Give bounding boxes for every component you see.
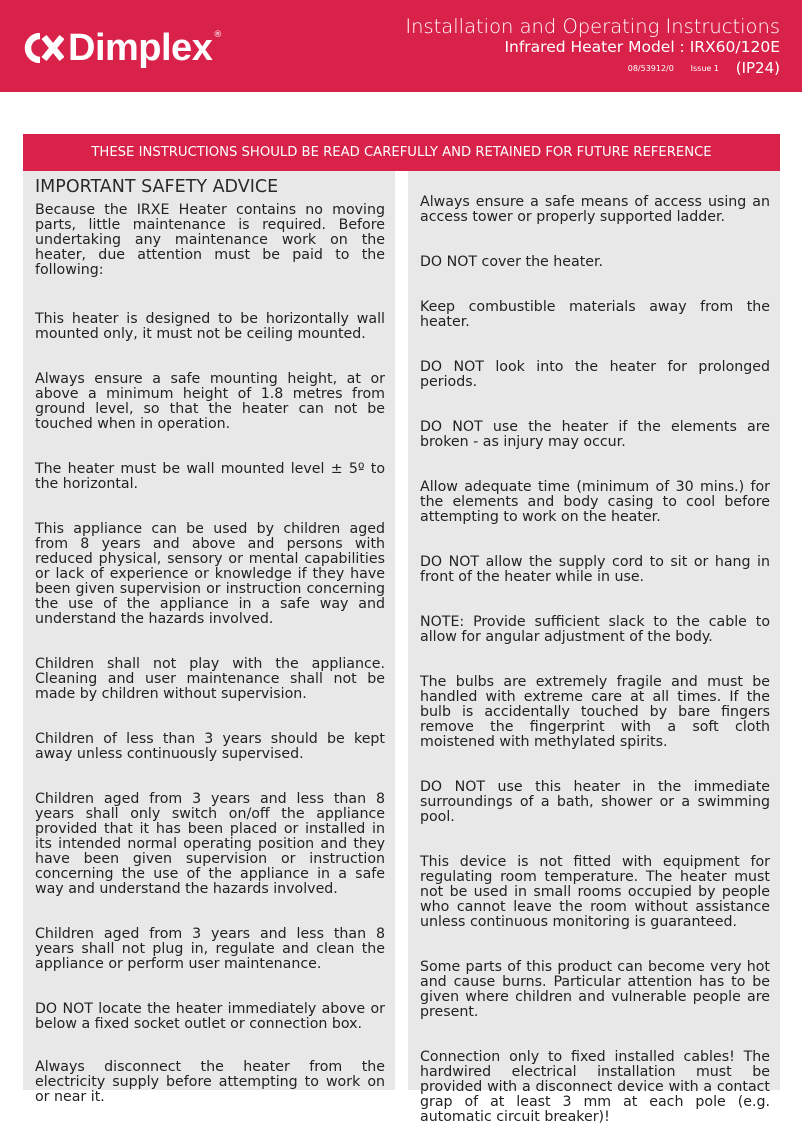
- document-meta: [405, 58, 780, 79]
- safety-paragraph: DO NOT use the heater if the elements are broken - as injury may occur.: [420, 419, 770, 450]
- dimplex-mark-icon: [22, 33, 64, 63]
- safety-paragraph: Allow adequate time (minimum of 30 mins.) for the elements and body casing to cool before attempting to work on the heater.: [420, 479, 770, 525]
- dimplex-logo: [22, 26, 222, 70]
- safety-paragraph: The heater must be wall mounted level ± 5º to the horizontal.: [35, 461, 385, 492]
- safety-paragraph: DO NOT locate the heater immediately above or below a fixed socket outlet or connection box.: [35, 1001, 385, 1032]
- safety-paragraph: The bulbs are extremely fragile and must be handled with extreme care at all times. If the bulb is accidentally touched by bare fingers remove the fingerprint with a soft cloth moistened with methylated spirits.: [420, 674, 770, 750]
- header-info: [405, 16, 780, 79]
- model-name: Infrared Heater Model : IRX60/120E: [504, 38, 780, 56]
- safety-paragraph: Because the IRXE Heater contains no moving parts, little maintenance is required. Before undertaking any maintenance work on the heater, due attention must be paid to the following:: [35, 202, 385, 278]
- issue-number: Issue 1: [690, 64, 719, 73]
- safety-paragraph: NOTE: Provide sufficient slack to the cable to allow for angular adjustment of the body.: [420, 614, 770, 645]
- safety-paragraph: Keep combustible materials away from the heater.: [420, 299, 770, 330]
- safety-paragraph: This appliance can be used by children aged from 8 years and above and persons with reduced physical, sensory or mental capabilities or lack of experience or knowledge if they have been given supervision or instruction concerning the use of the appliance in a safe way and understand the hazards involved.: [35, 521, 385, 627]
- safety-paragraph: DO NOT allow the supply cord to sit or hang in front of the heater while in use.: [420, 554, 770, 585]
- brand-name: Dimplex: [68, 27, 213, 69]
- registered-mark: ®: [213, 30, 223, 40]
- safety-paragraph: DO NOT look into the heater for prolonged periods.: [420, 359, 770, 390]
- safety-paragraph: DO NOT cover the heater.: [420, 254, 604, 270]
- safety-paragraph: This device is not fitted with equipment for regulating room temperature. The heater must not be used in small rooms occupied by people who cannot leave the room without assistance unless continuous monitoring is guaranteed.: [420, 854, 770, 930]
- doc-number: 08/53912/0: [627, 64, 674, 73]
- page-header: [0, 0, 802, 92]
- safety-paragraph: DO NOT use this heater in the immediate surroundings of a bath, shower or a swimming pool.: [420, 779, 770, 825]
- section-heading: IMPORTANT SAFETY ADVICE: [35, 177, 279, 197]
- safety-paragraph: Always ensure a safe means of access using an access tower or properly supported ladder.: [420, 194, 770, 225]
- safety-paragraph: This heater is designed to be horizontally wall mounted only, it must not be ceiling mounted.: [35, 311, 385, 342]
- safety-paragraph: Children aged from 3 years and less than 8 years shall only switch on/off the appliance provided that it has been placed or installed in its intended normal operating position and they have been given supervision or instruction concerning the use of the appliance in a safe way and understand the hazards involved.: [35, 791, 385, 897]
- ip-rating: (IP24): [735, 59, 780, 77]
- safety-paragraph: Children shall not play with the appliance. Cleaning and user maintenance shall not be made by children without supervision.: [35, 656, 385, 702]
- safety-paragraph: Always disconnect the heater from the electricity supply before attempting to work on or near it.: [35, 1059, 385, 1105]
- safety-paragraph: Connection only to fixed installed cables! The hardwired electrical installation must be provided with a disconnect device with a contact grap of at least 3 mm at each pole (e.g. automatic circuit breaker)!: [420, 1049, 770, 1125]
- document-title: Installation and Operating Instructions: [405, 15, 780, 38]
- safety-paragraph: Always ensure a safe mounting height, at or above a minimum height of 1.8 metres from ground level, so that the heater can not be touched when in operation.: [35, 371, 385, 432]
- safety-paragraph: Children of less than 3 years should be kept away unless continuously supervised.: [35, 731, 385, 762]
- safety-paragraph: Some parts of this product can become very hot and cause burns. Particular attention has to be given where children and vulnerable people are present.: [420, 959, 770, 1020]
- safety-paragraph: Children aged from 3 years and less than 8 years shall not plug in, regulate and clean the appliance or perform user maintenance.: [35, 926, 385, 972]
- safety-column-right: [408, 171, 780, 1125]
- instructions-banner: THESE INSTRUCTIONS SHOULD BE READ CAREFULLY AND RETAINED FOR FUTURE REFERENCE: [23, 134, 780, 171]
- safety-column-left: [23, 171, 395, 1105]
